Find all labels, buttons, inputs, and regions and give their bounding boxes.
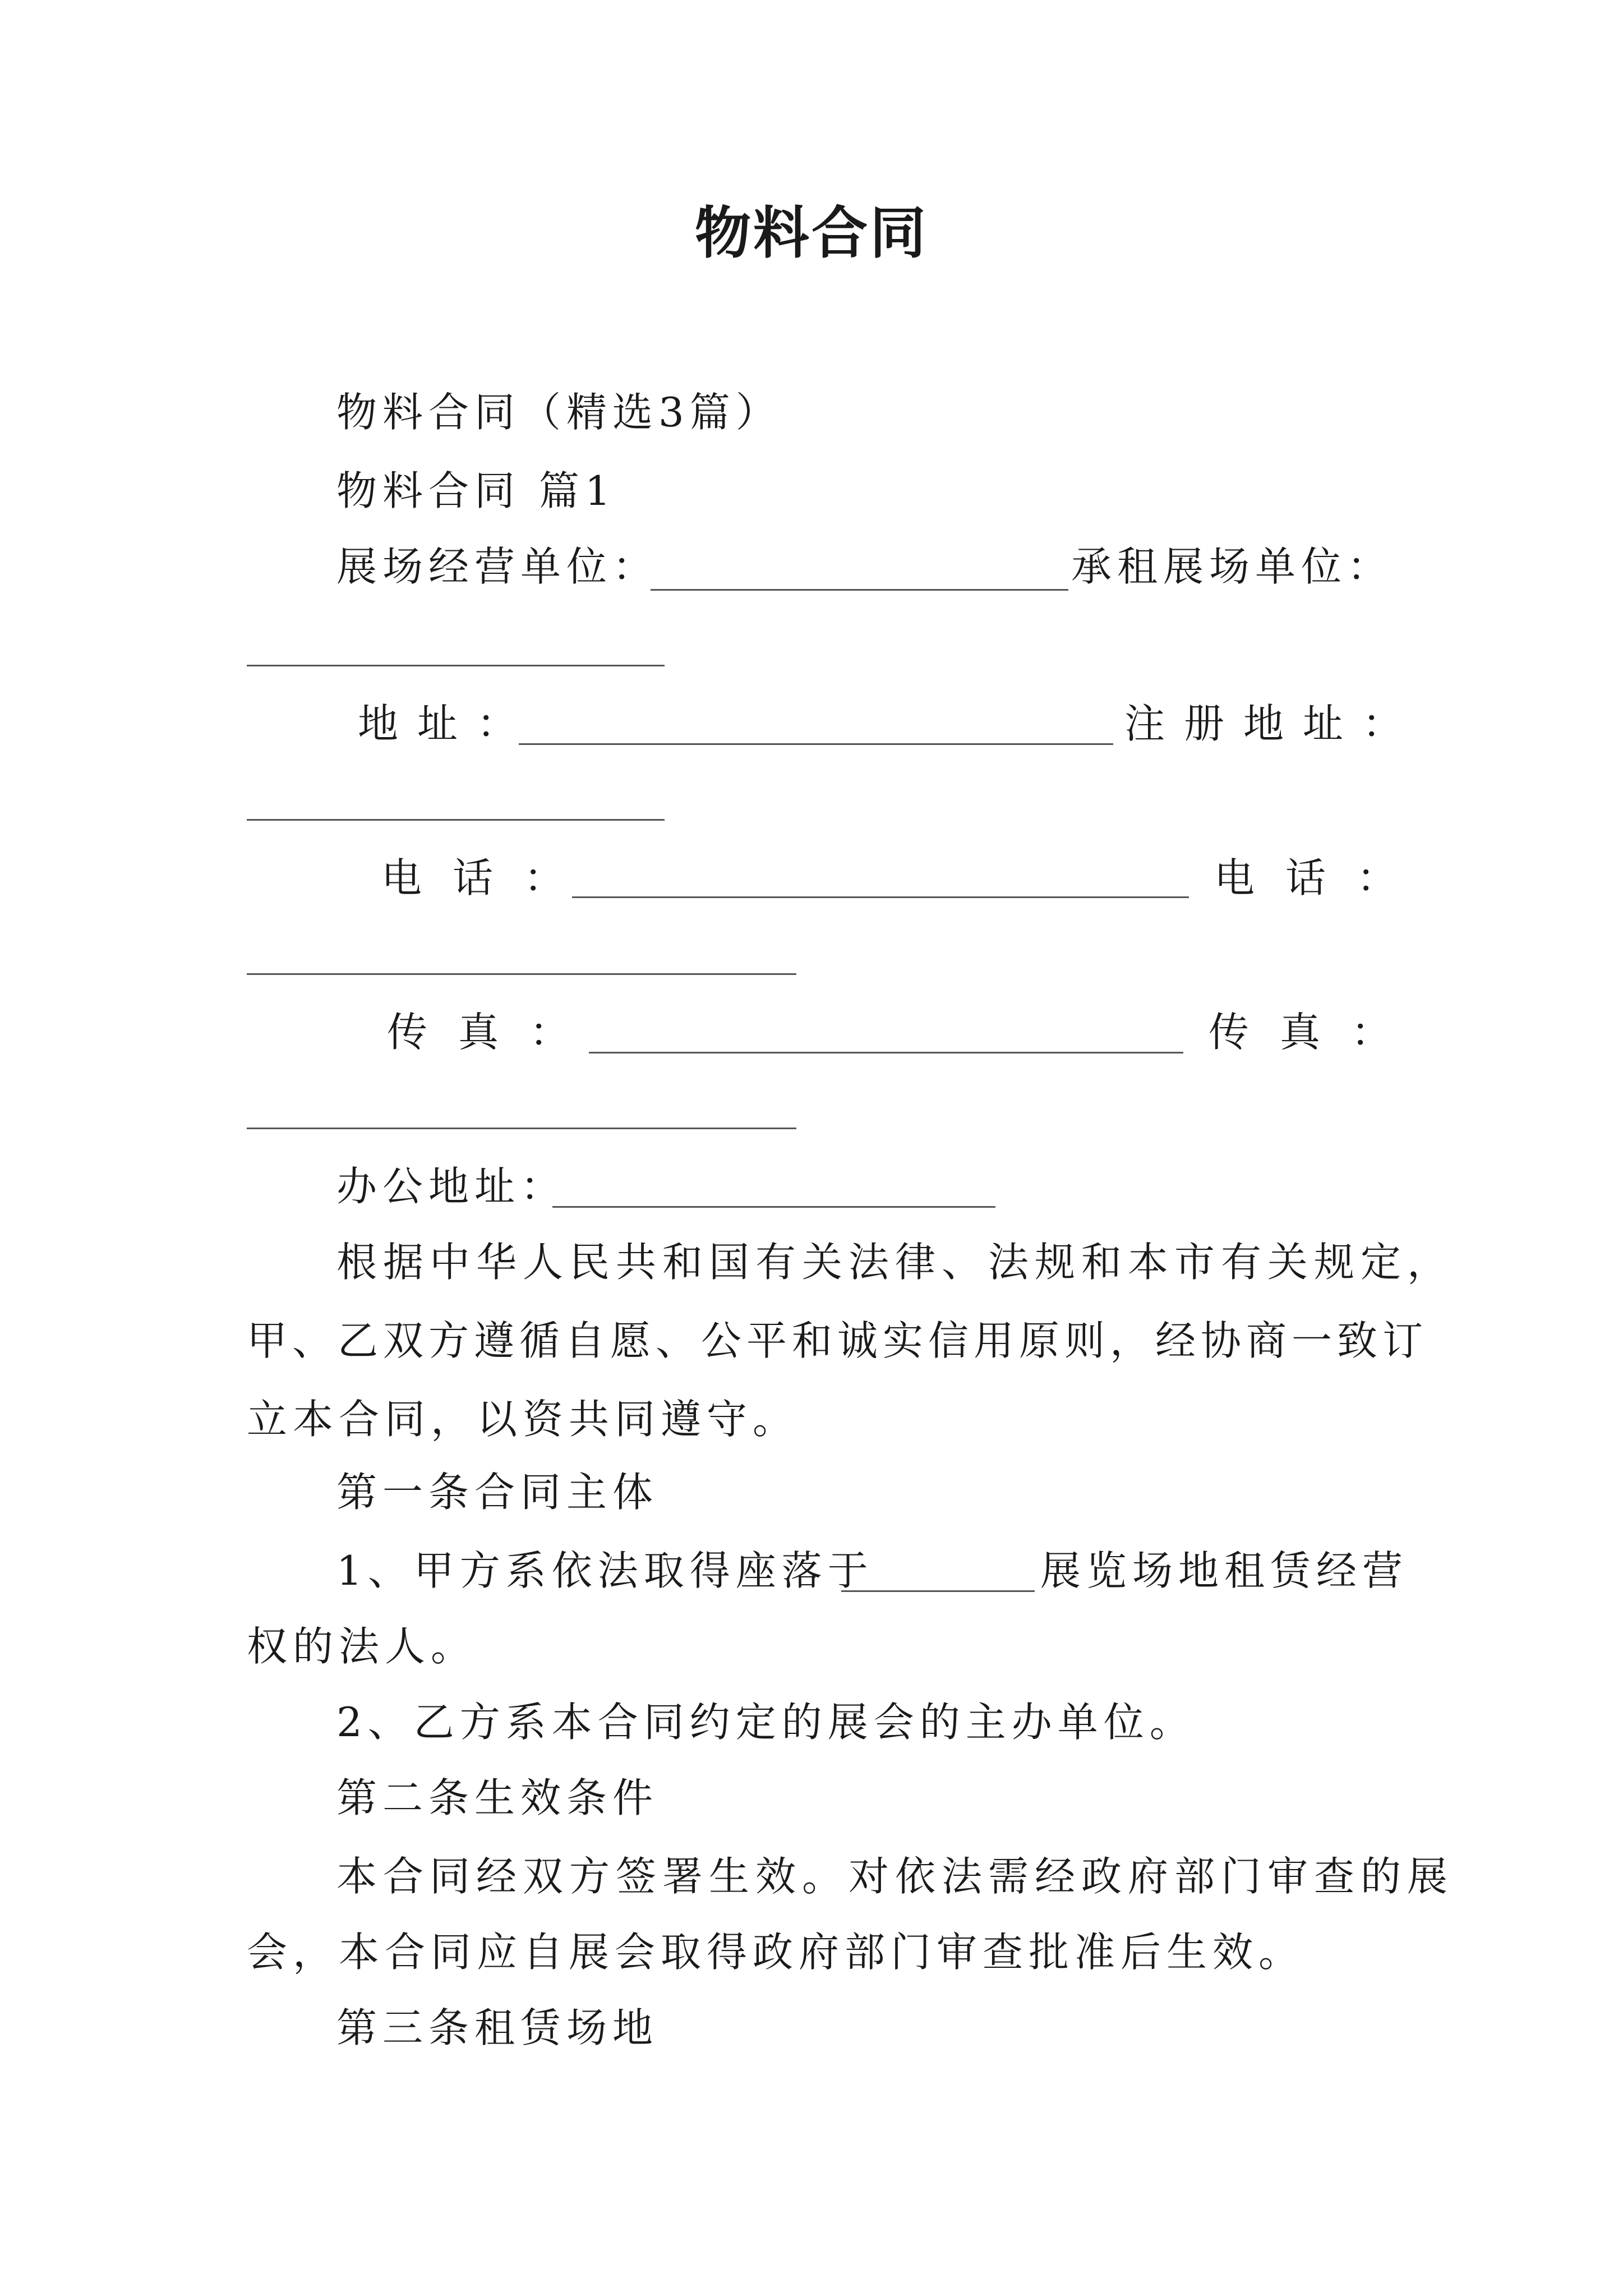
address-blank bbox=[519, 743, 1113, 745]
fax-blank-b bbox=[247, 1128, 796, 1129]
preamble-line-1: 根据中华人民共和国有关法律、法规和本市有关规定， bbox=[336, 1239, 1454, 1286]
venue-operator-label: 展场经营单位： bbox=[336, 543, 659, 590]
fax-label-b: 传真： bbox=[1209, 1009, 1423, 1056]
fax-blank-a bbox=[589, 1052, 1183, 1053]
article1-item1-start: 1、甲方系依法取得座落于 bbox=[336, 1547, 874, 1594]
article2-text-line-1: 本合同经双方签署生效。对依法需经政府部门审查的展 bbox=[336, 1853, 1454, 1900]
article1-item1-continuation: 权的法人。 bbox=[247, 1623, 477, 1670]
page-title: 物料合同 bbox=[695, 200, 928, 266]
office-address-label: 办公地址： bbox=[336, 1163, 567, 1210]
preamble-line-3: 立本合同，以资共同遵守。 bbox=[247, 1396, 799, 1443]
tenant-blank bbox=[247, 665, 665, 666]
phone-blank-a bbox=[572, 896, 1189, 898]
venue-operator-blank bbox=[651, 589, 1068, 591]
phone-label-a: 电话： bbox=[381, 854, 596, 901]
article1-item1-end: 展览场地租赁经营 bbox=[1040, 1547, 1409, 1594]
tenant-label: 承租展场单位： bbox=[1071, 543, 1394, 590]
article1-item2: 2、乙方系本合同约定的展会的主办单位。 bbox=[336, 1699, 1196, 1746]
fax-label-a: 传真： bbox=[387, 1009, 601, 1056]
article2-text-line-2: 会，本合同应自展会取得政府部门审查批准后生效。 bbox=[247, 1929, 1305, 1976]
article3-heading: 第三条租赁场地 bbox=[336, 2004, 659, 2051]
phone-blank-b bbox=[247, 973, 796, 975]
address-label: 地址： bbox=[358, 700, 537, 747]
article1-heading: 第一条合同主体 bbox=[336, 1469, 659, 1516]
registered-address-blank bbox=[247, 819, 665, 821]
registered-address-label: 注册地址： bbox=[1124, 700, 1422, 747]
article2-heading: 第二条生效条件 bbox=[336, 1774, 659, 1821]
part-heading: 物料合同 篇1 bbox=[336, 467, 616, 514]
preamble-line-2: 甲、乙双方遵循自愿、公平和诚实信用原则，经协商一致订 bbox=[247, 1317, 1428, 1364]
article1-location-blank bbox=[841, 1590, 1035, 1592]
subtitle: 物料合同（精选3篇） bbox=[336, 389, 782, 436]
office-address-blank bbox=[552, 1206, 995, 1208]
phone-label-b: 电话： bbox=[1214, 854, 1428, 901]
